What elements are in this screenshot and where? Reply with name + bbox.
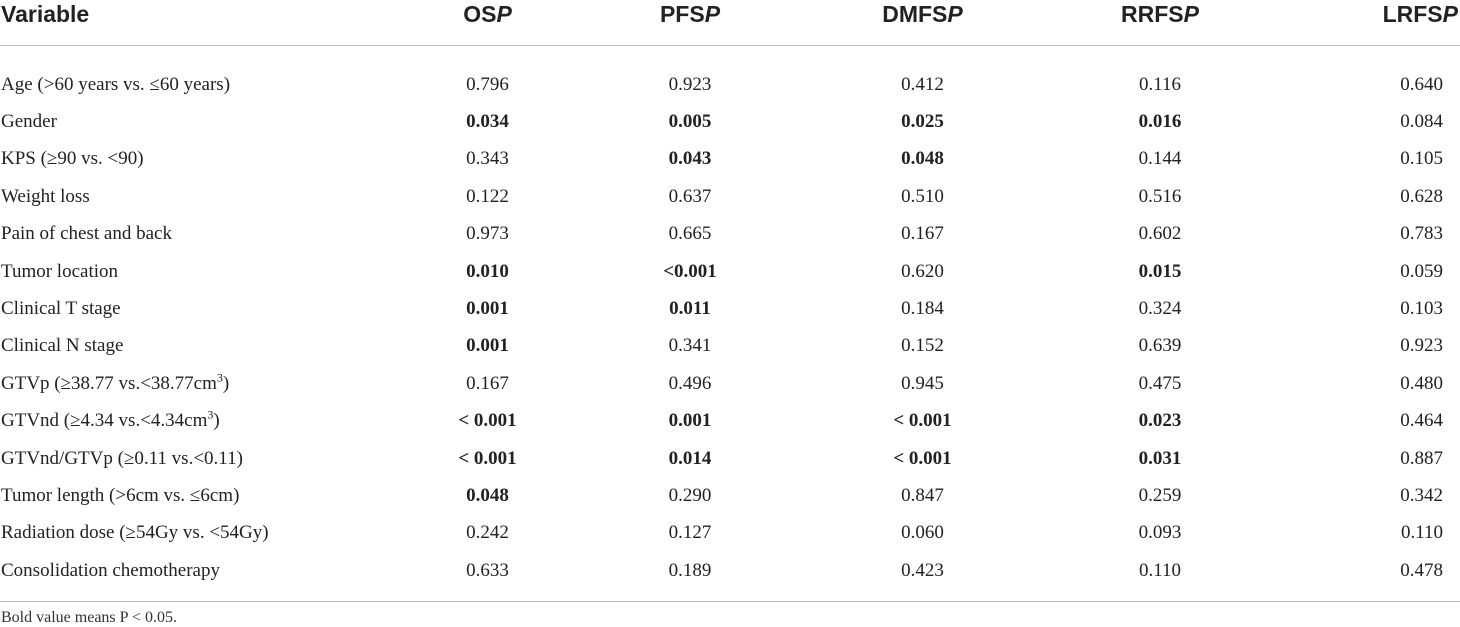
cell-rrfs-p-value: 0.116: [1138, 73, 1182, 95]
row-variable-text: Radiation dose (≥54Gy vs. <54Gy): [1, 522, 269, 544]
cell-dmfs-p-value: 0.060: [901, 522, 944, 544]
table-row: [0, 477, 1460, 514]
cell-dmfs-p-value: < 0.001: [893, 447, 952, 469]
table-row: [0, 216, 1460, 253]
cell-rrfs-p-value: 0.023: [1138, 410, 1182, 432]
cell-dmfs-p-value: 0.510: [901, 185, 944, 207]
row-variable-label: [0, 365, 395, 402]
row-variable-label: [0, 403, 395, 440]
row-variable-label: [0, 552, 395, 602]
cell-os-p-value: < 0.001: [458, 447, 517, 469]
row-variable-text: Age (>60 years vs. ≤60 years): [1, 73, 231, 95]
cell-rrfs-p-value: 0.475: [1138, 372, 1182, 394]
cell-pfs-p-value: 0.496: [668, 372, 712, 394]
row-variable-text: Clinical T stage: [1, 298, 121, 320]
cell-lrfs-p-value: 0.464: [1400, 410, 1443, 432]
cell-dmfs-p-value: 0.167: [901, 223, 944, 245]
header-lrfs-p: [1275, 0, 1460, 46]
cell-lrfs-p-value: 0.059: [1400, 260, 1443, 282]
cell-os-p-value: 0.048: [466, 484, 509, 506]
cell-os-p-value: 0.242: [466, 522, 509, 544]
cell-rrfs-p-value: 0.602: [1138, 223, 1182, 245]
row-variable-text: Consolidation chemotherapy: [1, 559, 220, 581]
cell-rrfs-p-value: 0.259: [1138, 484, 1182, 506]
table-footnote: Bold value means P < 0.05.: [1, 609, 177, 626]
cell-pfs-p-value: 0.043: [668, 148, 712, 170]
row-variable-text: Clinical N stage: [1, 335, 124, 357]
cell-pfs-p-value: 0.290: [668, 484, 712, 506]
row-variable-text: GTVnd/GTVp (≥0.11 vs.<0.11): [1, 447, 243, 469]
cell-dmfs-p-value: 0.048: [901, 148, 944, 170]
table-row: [0, 253, 1460, 290]
cell-lrfs-p-value: 0.110: [1400, 522, 1443, 544]
header-lrfs-text: LRFS: [1382, 1, 1443, 27]
cell-dmfs-p-value: 0.025: [901, 111, 944, 133]
cell-pfs-p-value: 0.014: [668, 447, 712, 469]
cell-dmfs-p-value: 0.620: [901, 260, 944, 282]
table-row: [0, 46, 1460, 104]
cell-rrfs-p-value: 0.016: [1138, 111, 1182, 133]
row-variable-label: [0, 290, 395, 327]
row-variable-label: [0, 253, 395, 290]
cell-lrfs-p-value: 0.342: [1400, 484, 1443, 506]
cell-os-p-value: 0.034: [466, 111, 509, 133]
table-body: [0, 46, 1460, 602]
row-variable-label: [0, 328, 395, 365]
cell-lrfs-p-value: 0.103: [1400, 298, 1443, 320]
table-row: [0, 515, 1460, 552]
cell-dmfs-p-value: 0.945: [901, 372, 944, 394]
row-variable-text: Tumor location: [1, 260, 118, 282]
cell-lrfs-p-value: 0.628: [1400, 185, 1443, 207]
header-dmfs-p-italic: P: [947, 1, 963, 27]
header-pfs-text: PFS: [659, 1, 705, 27]
header-row: [0, 0, 1460, 46]
cell-os-p-value: 0.001: [466, 298, 509, 320]
table-row: [0, 178, 1460, 215]
cell-os-p-value: 0.796: [466, 73, 509, 95]
row-variable-text: Weight loss: [1, 185, 90, 207]
row-variable-label: [0, 477, 395, 514]
cell-pfs-p-value: 0.001: [668, 410, 712, 432]
cell-os-p-value: 0.167: [466, 372, 509, 394]
cell-rrfs-p-value: 0.031: [1138, 447, 1182, 469]
row-variable-label: [0, 141, 395, 178]
cell-lrfs-p-value: 0.105: [1400, 148, 1443, 170]
cell-rrfs-p-value: 0.516: [1138, 185, 1182, 207]
cell-pfs-p-value: 0.665: [668, 223, 712, 245]
table-row: [0, 328, 1460, 365]
cell-lrfs-p-value: 0.887: [1400, 447, 1443, 469]
cell-os-p-value: 0.343: [466, 148, 509, 170]
cell-pfs-p-value: 0.923: [668, 73, 712, 95]
table-header: [0, 0, 1460, 46]
row-variable-superscript: 3: [216, 370, 223, 385]
cell-os-p-value: 0.973: [466, 223, 509, 245]
header-pfs-p: [580, 0, 800, 46]
cell-os-p-value: 0.001: [466, 335, 509, 357]
row-variable-label: [0, 103, 395, 140]
cell-lrfs-p-value: 0.478: [1275, 552, 1460, 602]
row-variable-text-suffix: ): [213, 410, 220, 432]
cell-lrfs-p-value: 0.783: [1400, 223, 1443, 245]
header-variable: [0, 0, 395, 46]
row-variable-label: [0, 440, 395, 477]
header-dmfs-p: [800, 0, 1045, 46]
cell-pfs-p-value: 0.189: [580, 552, 800, 602]
cell-rrfs-p-value: 0.015: [1138, 260, 1182, 282]
cell-rrfs-p-value: 0.093: [1138, 522, 1182, 544]
row-variable-label: [0, 216, 395, 253]
row-variable-superscript: 3: [207, 407, 214, 422]
cell-rrfs-p-value: 0.324: [1138, 298, 1182, 320]
header-variable-text: Variable: [1, 1, 90, 27]
cell-dmfs-p-value: 0.423: [800, 552, 1045, 602]
cell-dmfs-p-value: 0.184: [901, 298, 944, 320]
cell-dmfs-p-value: 0.847: [901, 484, 944, 506]
header-rrfs-p: [1045, 0, 1275, 46]
row-variable-text: GTVp (≥38.77 vs.<38.77cm: [1, 372, 217, 394]
cell-pfs-p-value: 0.127: [668, 522, 712, 544]
header-pfs-p-italic: P: [704, 1, 721, 27]
row-variable-text-suffix: ): [222, 372, 230, 394]
table-row: [0, 365, 1460, 402]
row-variable-label: [0, 178, 395, 215]
cell-rrfs-p-value: 0.144: [1138, 148, 1182, 170]
row-variable-text: Pain of chest and back: [1, 223, 172, 245]
header-os-p: [395, 0, 580, 46]
cell-pfs-p-value: 0.341: [668, 335, 712, 357]
cell-lrfs-p-value: 0.480: [1400, 372, 1443, 394]
table-row: [0, 141, 1460, 178]
row-variable-text: GTVnd (≥4.34 vs.<4.34cm: [1, 410, 208, 432]
cell-rrfs-p-value: 0.639: [1138, 335, 1182, 357]
row-variable-text: Tumor length (>6cm vs. ≤6cm): [1, 484, 240, 506]
cell-os-p-value: 0.633: [395, 552, 580, 602]
cell-pfs-p-value: <0.001: [663, 260, 717, 282]
cell-os-p-value: 0.122: [466, 185, 509, 207]
row-variable-label: [0, 515, 395, 552]
cell-pfs-p-value: 0.011: [669, 298, 711, 320]
cell-lrfs-p-value: 0.084: [1400, 111, 1443, 133]
table-row: [0, 440, 1460, 477]
header-os-p-italic: P: [496, 1, 512, 27]
header-os-text: OS: [463, 1, 497, 27]
table-row: [0, 403, 1460, 440]
header-lrfs-p-italic: P: [1442, 1, 1458, 27]
cell-pfs-p-value: 0.005: [668, 111, 712, 133]
table-row: [0, 290, 1460, 327]
cell-lrfs-p-value: 0.640: [1400, 73, 1443, 95]
row-variable-text: Gender: [1, 111, 57, 133]
row-variable-label: [0, 46, 395, 104]
cell-os-p-value: < 0.001: [458, 410, 517, 432]
table-row: [0, 552, 1460, 602]
cell-rrfs-p-value: 0.110: [1045, 552, 1275, 602]
header-rrfs-text: RRFS: [1121, 1, 1184, 27]
cell-dmfs-p-value: 0.412: [901, 73, 944, 95]
cell-dmfs-p-value: < 0.001: [893, 410, 952, 432]
row-variable-text: KPS (≥90 vs. <90): [1, 148, 144, 170]
cell-lrfs-p-value: 0.923: [1400, 335, 1443, 357]
table-row: [0, 103, 1460, 140]
cell-dmfs-p-value: 0.152: [901, 335, 944, 357]
cell-os-p-value: 0.010: [466, 260, 509, 282]
cell-pfs-p-value: 0.637: [668, 185, 712, 207]
header-dmfs-text: DMFS: [882, 1, 948, 27]
header-rrfs-p-italic: P: [1183, 1, 1199, 27]
